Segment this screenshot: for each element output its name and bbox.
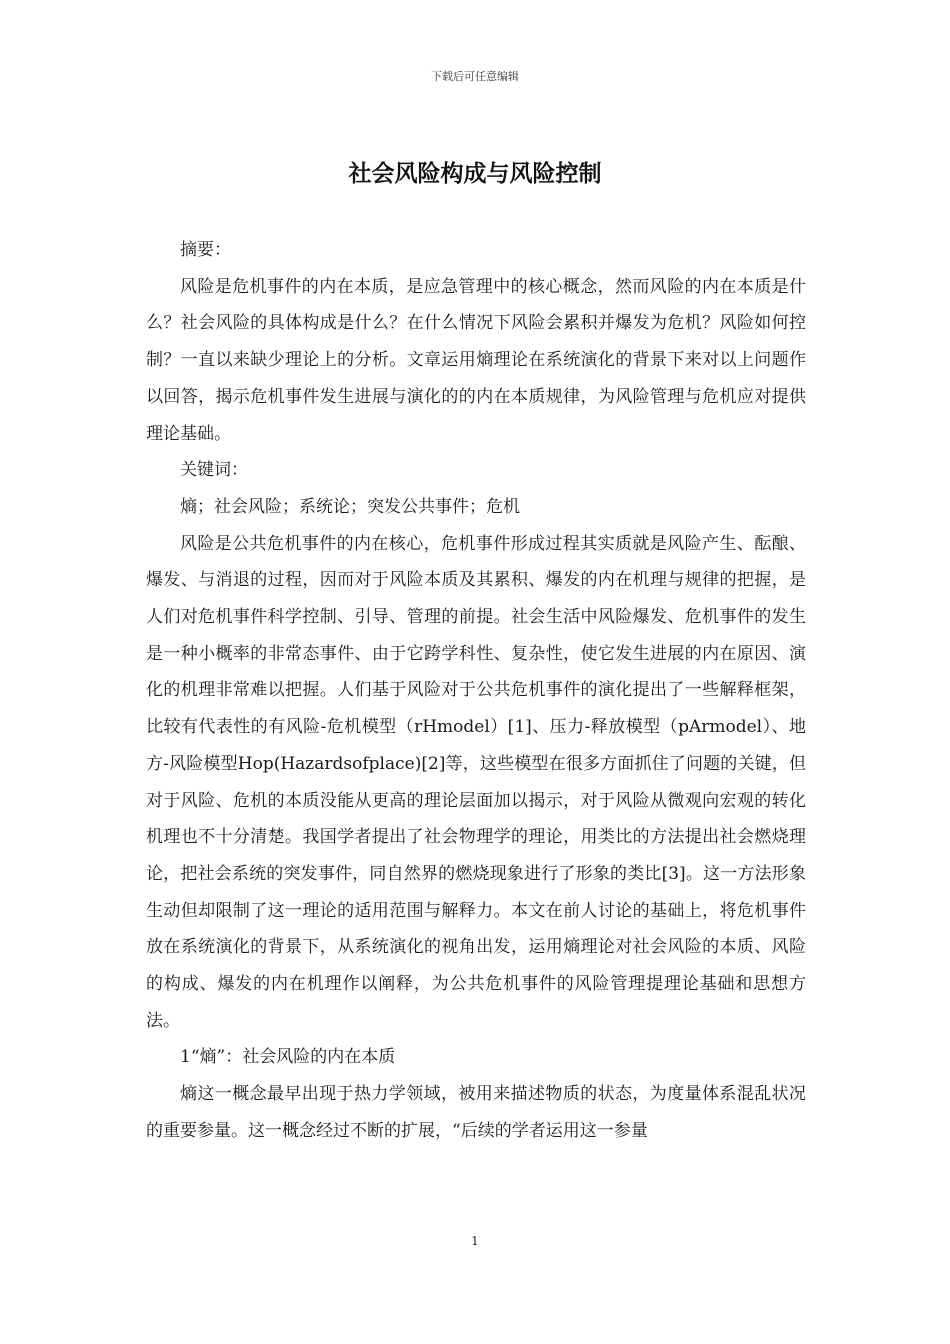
page-number: 1 — [471, 1234, 479, 1248]
header-note: 下载后可任意编辑 — [431, 70, 519, 83]
document-body — [146, 232, 806, 1150]
abstract-paragraph: 风险是危机事件的内在本质，是应急管理中的核心概念，然而风险的内在本质是什么？社会风险的具体构成是什么？在什么情况下风险会累积并爆发为危机？风险如何控制？一直以来缺少理论上的分析。文章运用熵理论在系统演化的背景下来对以上问题作以回答，揭示危机事件发生进展与演化的的内在本质规律，为风险管理与危机应对提供理论基础。 — [146, 276, 806, 444]
keywords-list: 熵；社会风险；系统论；突发公共事件；危机 — [180, 496, 520, 517]
section-paragraph: 熵这一概念最早出现于热力学领域，被用来描述物质的状态，为度量体系混乱状况的重要参量。这一概念经过不断的扩展，“后续的学者运用这一参量 — [146, 1084, 806, 1141]
keywords-heading: 关键词： — [180, 460, 248, 481]
abstract-heading: 摘要： — [180, 240, 231, 260]
section-heading: 1“熵”：社会风险的内在本质 — [180, 1047, 396, 1068]
document-title: 社会风险构成与风险控制 — [348, 161, 602, 187]
intro-paragraph: 风险是公共危机事件的内在核心，危机事件形成过程其实质就是风险产生、酝酿、爆发、与消退的过程，因而对于风险本质及其累积、爆发的内在机理与规律的把握，是人们对危机事件科学控制、引导、管理的前提。社会生活中风险爆发、危机事件的发生是一种小概率的非常态事件、由于它跨学科性、复杂性，使它发生进展的内在原因、演化的机理非常难以把握。人们基于风险对于公共危机事件的演化提出了一些解释框架，比较有代表性的有风险-危机模型（rHmodel）[1]、压力-释放模型（pArmodel）、地方-风险模型Hop(Hazardsofplace)[2]等，这些模型在很多方面抓住了问题的关键，但对于风险、危机的本质没能从更高的理论层面加以揭示，对于风险从微观向宏观的转化机理也不十分清楚。我国学者提出了社会物理学的理论，用类比的方法提出社会燃烧理论，把社会系统的突发事件，同自然界的燃烧现象进行了形象的类比[3]。这一方法形象生动但却限制了这一理论的适用范围与解释力。本文在前人讨论的基础上，将危机事件放在系统演化的背景下，从系统演化的视角出发，运用熵理论对社会风险的本质、风险的构成、爆发的内在机理作以阐释，为公共危机事件的风险管理提理论基础和思想方法。 — [146, 533, 806, 1031]
